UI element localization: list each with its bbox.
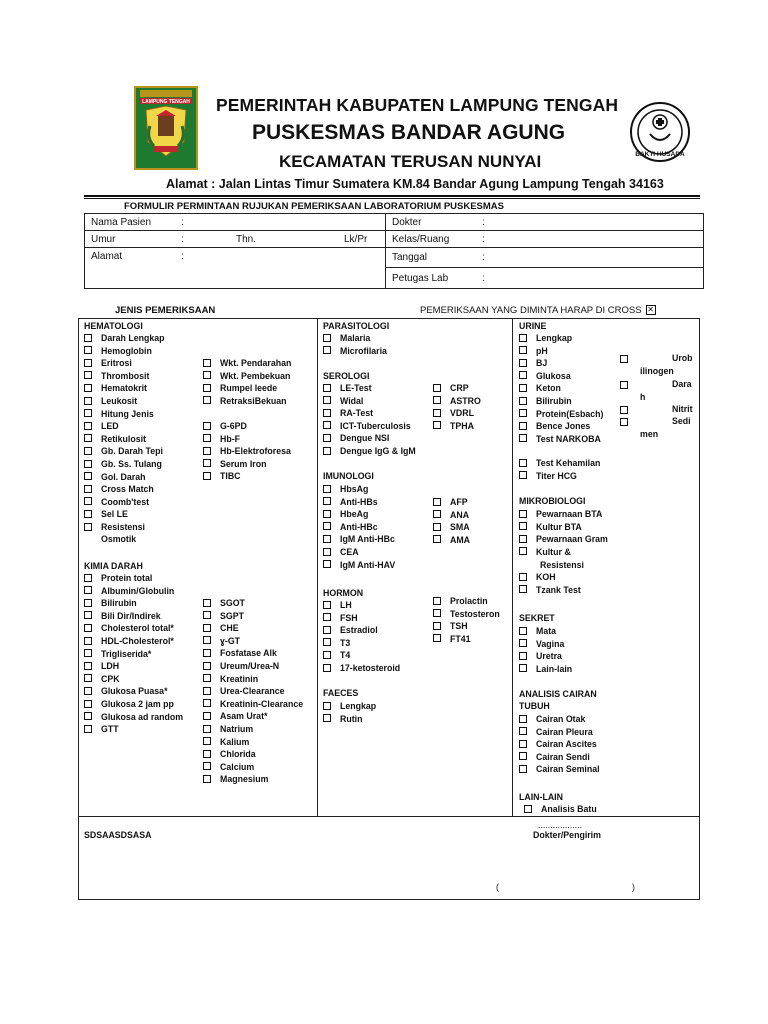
- checkbox-icon[interactable]: [519, 715, 527, 723]
- checkbox-icon[interactable]: [203, 371, 211, 379]
- mikro-extra-resistensi: Resistensi: [540, 560, 585, 570]
- checkbox-icon[interactable]: [519, 397, 527, 405]
- imunologi_a-item-cea[interactable]: CEA: [323, 547, 359, 557]
- checkbox-icon[interactable]: [519, 585, 527, 593]
- hematologi_b-item-wkt-pendarahan[interactable]: Wkt. Pendarahan: [203, 358, 291, 368]
- form-title: FORMULIR PERMINTAAN RUJUKAN PEMERIKSAAN LABORATORIUM PUSKESMAS: [124, 201, 505, 212]
- kimia_a-item-glukosa-ad-random[interactable]: Glukosa ad random: [84, 712, 183, 722]
- checkbox-icon[interactable]: [519, 359, 527, 367]
- kimia_a-item-albumin-globulin[interactable]: Albumin/Globulin: [84, 586, 174, 596]
- checkbox-icon[interactable]: [84, 460, 92, 468]
- serologi_b-item-astro[interactable]: ASTRO: [433, 396, 481, 406]
- checkbox-icon[interactable]: [323, 613, 331, 621]
- checkbox-icon[interactable]: [203, 459, 211, 467]
- serologi_a-item-ict-tuberculosis[interactable]: ICT-Tuberculosis: [323, 421, 411, 431]
- checkbox-icon[interactable]: [84, 637, 92, 645]
- urine_a-item-bence-jones[interactable]: Bence Jones: [519, 421, 590, 431]
- section-urine: URINE: [519, 321, 547, 331]
- checkbox-icon[interactable]: [433, 510, 441, 518]
- mikro-item-pewarnaan-bta[interactable]: Pewarnaan BTA: [519, 509, 602, 519]
- checkbox-icon[interactable]: [323, 346, 331, 354]
- section-lain-lain: LAIN-LAIN: [519, 792, 563, 802]
- checkbox-icon[interactable]: [323, 535, 331, 543]
- checkbox-icon[interactable]: [203, 384, 211, 392]
- sekret-item-vagina[interactable]: Vagina: [519, 639, 564, 649]
- serologi_a-item-widal[interactable]: Widal: [323, 396, 363, 406]
- serologi_a-item-dengue-igg-igm[interactable]: Dengue IgG & IgM: [323, 446, 416, 456]
- checkbox-icon[interactable]: [203, 725, 211, 733]
- dokter-pengirim-label: Dokter/Pengirim: [533, 830, 601, 840]
- faeces-item-lengkap[interactable]: Lengkap: [323, 701, 376, 711]
- hematologi_a-item-hemoglobin[interactable]: Hemoglobin: [84, 346, 152, 356]
- hormon_a-item-t4[interactable]: T4: [323, 650, 350, 660]
- kimia_a-item-ldh[interactable]: LDH: [84, 661, 119, 671]
- column-divider-1: [317, 318, 318, 816]
- checkbox-icon[interactable]: [323, 510, 331, 518]
- signature-dots: ..................: [538, 820, 582, 830]
- hematologi_a-item-thrombosit[interactable]: Thrombosit: [84, 371, 149, 381]
- checkbox-icon[interactable]: [323, 421, 331, 429]
- checkbox-icon[interactable]: [323, 651, 331, 659]
- serologi_b-item-crp[interactable]: CRP: [433, 383, 469, 393]
- hematologi_c-item-hb-elektroforesa[interactable]: Hb-Elektroforesa: [203, 446, 291, 456]
- cairan-item-cairan-pleura[interactable]: Cairan Pleura: [519, 727, 593, 737]
- checkbox-icon[interactable]: [203, 624, 211, 632]
- section-parasitologi: PARASITOLOGI: [323, 321, 390, 331]
- parasitologi-item-malaria[interactable]: Malaria: [323, 333, 370, 343]
- cross-box-icon: ✕: [647, 305, 654, 315]
- checkbox-icon[interactable]: [203, 472, 211, 480]
- checkbox-icon[interactable]: [84, 624, 92, 632]
- checkbox-icon[interactable]: [84, 384, 92, 392]
- checkbox-icon[interactable]: [84, 712, 92, 720]
- checkbox-icon[interactable]: [433, 535, 441, 543]
- urine-side-checkbox-icon[interactable]: [620, 355, 628, 363]
- checkbox-icon[interactable]: [84, 472, 92, 480]
- kimia_b-item-kalium[interactable]: Kalium: [203, 737, 249, 747]
- checkbox-icon[interactable]: [323, 334, 331, 342]
- kimia_b-item-fosfatase-alk[interactable]: Fosfatase Alk: [203, 648, 277, 658]
- section-faeces: FAECES: [323, 688, 359, 698]
- checkbox-icon[interactable]: [433, 421, 441, 429]
- checkbox-icon[interactable]: [323, 664, 331, 672]
- checkbox-icon[interactable]: [84, 371, 92, 379]
- hormon_a-item-lh[interactable]: LH: [323, 600, 352, 610]
- checkbox-icon[interactable]: [203, 674, 211, 682]
- kimia_b-item-chlorida[interactable]: Chlorida: [203, 749, 256, 759]
- sekret-item-lain-lain[interactable]: Lain-lain: [519, 664, 572, 674]
- exam-list-box: [78, 318, 700, 900]
- checkbox-icon[interactable]: [433, 409, 441, 417]
- checkbox-icon[interactable]: [84, 574, 92, 582]
- kimia_b-item-magnesium[interactable]: Magnesium: [203, 774, 268, 784]
- hematologi_a-item-darah-lengkap[interactable]: Darah Lengkap: [84, 333, 165, 343]
- hematologi_c-item-g-6pd[interactable]: G-6PD: [203, 421, 247, 431]
- cross-instruction: PEMERIKSAAN YANG DIMINTA HARAP DI CROSS ✕: [420, 305, 654, 316]
- checkbox-icon[interactable]: [84, 397, 92, 405]
- checkbox-icon[interactable]: [519, 510, 527, 518]
- urine-side-ilinogen: ilinogen: [640, 366, 674, 376]
- checkbox-icon[interactable]: [84, 649, 92, 657]
- kimia_b-item-gt[interactable]: ɣ-GT: [203, 636, 240, 646]
- checkbox-icon[interactable]: [84, 611, 92, 619]
- checkbox-icon[interactable]: [203, 662, 211, 670]
- imunologi_b-item-sma[interactable]: SMA: [433, 522, 470, 532]
- checkbox-icon[interactable]: [519, 522, 527, 530]
- header-puskesmas: PUSKESMAS BANDAR AGUNG: [252, 121, 566, 144]
- mikro-item-kultur-bta[interactable]: Kultur BTA: [519, 522, 582, 532]
- cairan-item-cairan-otak[interactable]: Cairan Otak: [519, 714, 585, 724]
- logo-right-text: BAKTI HUSADA: [635, 151, 685, 158]
- checkbox-icon[interactable]: [84, 485, 92, 493]
- checkbox-icon[interactable]: [203, 699, 211, 707]
- checkbox-icon[interactable]: [519, 535, 527, 543]
- hormon_a-item-estradiol[interactable]: Estradiol: [323, 625, 378, 635]
- footer-note: SDSAASDSASA: [84, 830, 152, 840]
- kimia_b-item-asam-urat[interactable]: Asam Urat*: [203, 711, 267, 721]
- checkbox-icon[interactable]: [519, 459, 527, 467]
- cairan-item-cairan-ascites[interactable]: Cairan Ascites: [519, 739, 597, 749]
- hormon_a-item-t3[interactable]: T3: [323, 638, 350, 648]
- alamat-field[interactable]: Alamat :: [85, 248, 386, 289]
- checkbox-icon[interactable]: [84, 359, 92, 367]
- checkbox-icon[interactable]: [323, 485, 331, 493]
- parasitologi-item-microfilaria[interactable]: Microfilaria: [323, 346, 387, 356]
- checkbox-icon[interactable]: [203, 712, 211, 720]
- hematologi_c-item-serum-iron[interactable]: Serum Iron: [203, 459, 266, 469]
- section-kimia-darah: KIMIA DARAH: [84, 561, 143, 571]
- checkbox-icon[interactable]: [203, 422, 211, 430]
- footer-divider: [78, 816, 700, 817]
- hematologi_a-item-gb-darah-tepi[interactable]: Gb. Darah Tepi: [84, 446, 163, 456]
- checkbox-icon[interactable]: [323, 434, 331, 442]
- checkbox-icon[interactable]: [84, 586, 92, 594]
- header-rule-thin: [84, 198, 700, 199]
- section-mikrobiologi: MIKROBIOLOGI: [519, 496, 586, 506]
- hematologi_a-item-cross-match[interactable]: Cross Match: [84, 484, 154, 494]
- dokter-field[interactable]: Dokter :: [386, 214, 704, 231]
- section-imunologi: IMUNOLOGI: [323, 471, 374, 481]
- urine_a-item-protein-esbach[interactable]: Protein(Esbach): [519, 409, 603, 419]
- header-government: PEMERINTAH KABUPATEN LAMPUNG TENGAH: [216, 95, 619, 115]
- kimia_a-item-gtt[interactable]: GTT: [84, 724, 119, 734]
- checkbox-icon[interactable]: [203, 750, 211, 758]
- urine-side-checkbox-icon[interactable]: [620, 406, 628, 414]
- hormon_a-item-fsh[interactable]: FSH: [323, 613, 358, 623]
- urine-side-dara: Dara: [672, 379, 692, 389]
- imunologi_a-item-igm-anti-hbc[interactable]: IgM Anti-HBc: [323, 534, 395, 544]
- section-analisis-cairan: ANALISIS CAIRAN: [519, 689, 597, 699]
- section-serologi: SEROLOGI: [323, 371, 370, 381]
- hormon_b-item-ft41[interactable]: FT41: [433, 634, 471, 644]
- header-kecamatan: KECAMATAN TERUSAN NUNYAI: [279, 152, 542, 171]
- checkbox-icon[interactable]: [433, 609, 441, 617]
- checkbox-icon[interactable]: [519, 752, 527, 760]
- hematologi_b-item-wkt-pembekuan[interactable]: Wkt. Pembekuan: [203, 371, 290, 381]
- kimia_a-item-bili-dir-indirek[interactable]: Bili Dir/Indirek: [84, 611, 161, 621]
- column-divider-2: [512, 318, 513, 816]
- faeces-item-rutin[interactable]: Rutin: [323, 714, 362, 724]
- kimia_b-item-ureum-urea-n[interactable]: Ureum/Urea-N: [203, 661, 279, 671]
- kimia_b-item-calcium[interactable]: Calcium: [203, 762, 254, 772]
- urine_a-item-test-narkoba[interactable]: Test NARKOBA: [519, 434, 601, 444]
- section-sekret: SEKRET: [519, 613, 555, 623]
- urine_a-item-glukosa[interactable]: Glukosa: [519, 371, 571, 381]
- checkbox-icon[interactable]: [323, 497, 331, 505]
- kelas-ruang-field[interactable]: Kelas/Ruang :: [386, 231, 704, 248]
- checkbox-icon[interactable]: [433, 597, 441, 605]
- checkbox-icon[interactable]: [203, 649, 211, 657]
- serologi_a-item-le-test[interactable]: LE-Test: [323, 383, 372, 393]
- checkbox-icon[interactable]: [323, 447, 331, 455]
- kimia_b-item-kreatinin-clearance[interactable]: Kreatinin-Clearance: [203, 699, 303, 709]
- hematologi_c-item-hb-f[interactable]: Hb-F: [203, 434, 240, 444]
- petugas-lab-field[interactable]: Petugas Lab :: [386, 268, 704, 289]
- hematologi_a-item-resistensi[interactable]: Resistensi: [84, 522, 145, 532]
- checkbox-icon[interactable]: [203, 396, 211, 404]
- mikro-item-pewarnaan-gram[interactable]: Pewarnaan Gram: [519, 534, 608, 544]
- urine-side-sedi: Sedi: [672, 416, 691, 426]
- header-address: Alamat : Jalan Lintas Timur Sumatera KM.84 Bandar Agung Lampung Tengah 34163: [166, 177, 664, 191]
- checkbox-icon[interactable]: [519, 664, 527, 672]
- kimia_a-item-glukosa-2-jam-pp[interactable]: Glukosa 2 jam pp: [84, 699, 174, 709]
- checkbox-icon[interactable]: [323, 702, 331, 710]
- checkbox-icon[interactable]: [203, 636, 211, 644]
- umur-field[interactable]: Umur : Thn. Lk/Pr: [85, 231, 386, 248]
- cairan-item-cairan-sendi[interactable]: Cairan Sendi: [519, 752, 590, 762]
- kimia_a-item-cpk[interactable]: CPK: [84, 674, 120, 684]
- hormon_a-item-17-ketosteroid[interactable]: 17-ketosteroid: [323, 663, 400, 673]
- checkbox-icon[interactable]: [203, 737, 211, 745]
- checkbox-icon[interactable]: [203, 611, 211, 619]
- checkbox-icon[interactable]: [519, 573, 527, 581]
- hematologi_a-item-eritrosi[interactable]: Eritrosi: [84, 358, 132, 368]
- hematologi_a-item-leukosit[interactable]: Leukosit: [84, 396, 137, 406]
- serologi_b-item-vdrl[interactable]: VDRL: [433, 408, 474, 418]
- checkbox-icon[interactable]: [519, 371, 527, 379]
- logo-left-text: LAMPUNG TENGAH: [142, 99, 190, 105]
- imunologi_a-item-igm-anti-hav[interactable]: IgM Anti-HAV: [323, 560, 395, 570]
- hormon_b-item-prolactin[interactable]: Prolactin: [433, 596, 488, 606]
- hematologi_a-item-hitung-jenis[interactable]: Hitung Jenis: [84, 409, 154, 419]
- urine-side-h: h: [640, 392, 646, 402]
- nama-pasien-field[interactable]: Nama Pasien :: [85, 214, 386, 231]
- checkbox-icon[interactable]: [519, 547, 527, 555]
- checkbox-icon[interactable]: [519, 409, 527, 417]
- kimia_b-item-natrium[interactable]: Natrium: [203, 724, 253, 734]
- imunologi_b-item-ama[interactable]: AMA: [433, 535, 470, 545]
- hematologi_a-item-hematokrit[interactable]: Hematokrit: [84, 383, 147, 393]
- checkbox-icon[interactable]: [323, 714, 331, 722]
- checkbox-icon[interactable]: [84, 674, 92, 682]
- kimia_b-item-sgpt[interactable]: SGPT: [203, 611, 244, 621]
- serologi_a-item-dengue-nsi[interactable]: Dengue NSI: [323, 433, 389, 443]
- kimia_a-item-glukosa-puasa[interactable]: Glukosa Puasa*: [84, 686, 168, 696]
- checkbox-icon[interactable]: [203, 447, 211, 455]
- hematologi-extra-osmotik: Osmotik: [101, 534, 137, 544]
- checkbox-icon[interactable]: [519, 471, 527, 479]
- checkbox-icon[interactable]: [519, 765, 527, 773]
- section-hematologi: HEMATOLOGI: [84, 321, 143, 331]
- checkbox-icon[interactable]: [84, 409, 92, 417]
- checkbox-icon[interactable]: [519, 627, 527, 635]
- kimia_a-item-cholesterol-total[interactable]: Cholesterol total*: [84, 623, 174, 633]
- checkbox-icon[interactable]: [84, 346, 92, 354]
- checkbox-icon[interactable]: [519, 384, 527, 392]
- checkbox-icon[interactable]: [203, 775, 211, 783]
- checkbox-icon[interactable]: [433, 523, 441, 531]
- kimia_a-item-protein-total[interactable]: Protein total: [84, 573, 152, 583]
- checkbox-icon[interactable]: [203, 599, 211, 607]
- urine-side-checkbox-icon[interactable]: [620, 418, 628, 426]
- urine_b-item-titer-hcg[interactable]: Titer HCG: [519, 471, 577, 481]
- checkbox-icon[interactable]: [323, 396, 331, 404]
- lampung-tengah-logo: [134, 86, 198, 170]
- kimia_a-item-hdl-cholesterol[interactable]: HDL-Cholesterol*: [84, 636, 174, 646]
- sekret-item-uretra[interactable]: Uretra: [519, 651, 562, 661]
- kimia_b-item-che[interactable]: CHE: [203, 623, 239, 633]
- urine_a-item-lengkap[interactable]: Lengkap: [519, 333, 572, 343]
- hematologi_a-item-gol-darah[interactable]: Gol. Darah: [84, 472, 145, 482]
- checkbox-icon[interactable]: [433, 396, 441, 404]
- checkbox-icon[interactable]: [84, 447, 92, 455]
- kimia_b-item-urea-clearance[interactable]: Urea-Clearance: [203, 686, 285, 696]
- urine-side-urob: Urob: [672, 353, 693, 363]
- hormon_b-item-testosteron[interactable]: Testosteron: [433, 609, 500, 619]
- urine_a-item-bilirubin[interactable]: Bilirubin: [519, 396, 572, 406]
- checkbox-icon[interactable]: [84, 497, 92, 505]
- imunologi_a-item-anti-hbc[interactable]: Anti-HBc: [323, 522, 378, 532]
- checkbox-icon[interactable]: [433, 622, 441, 630]
- imunologi_b-item-afp[interactable]: AFP: [433, 497, 468, 507]
- checkbox-icon[interactable]: [84, 334, 92, 342]
- checkbox-icon[interactable]: [323, 409, 331, 417]
- checkbox-icon[interactable]: [323, 638, 331, 646]
- checkbox-icon[interactable]: [519, 434, 527, 442]
- checkbox-icon[interactable]: [519, 639, 527, 647]
- checkbox-icon[interactable]: [519, 422, 527, 430]
- kimia_b-item-sgot[interactable]: SGOT: [203, 598, 245, 608]
- checkbox-icon[interactable]: [323, 548, 331, 556]
- checkbox-icon[interactable]: [519, 334, 527, 342]
- checkbox-icon[interactable]: [323, 560, 331, 568]
- hematologi_b-item-retraksibekuan[interactable]: RetraksiBekuan: [203, 396, 287, 406]
- checkbox-icon[interactable]: [519, 346, 527, 354]
- urine_a-item-keton[interactable]: Keton: [519, 383, 561, 393]
- patient-info-table: [84, 213, 704, 289]
- checkbox-icon[interactable]: [433, 634, 441, 642]
- imunologi_b-item-ana[interactable]: ANA: [433, 510, 469, 520]
- urine-side-checkbox-icon[interactable]: [620, 381, 628, 389]
- urine-side-men: men: [640, 429, 659, 439]
- checkbox-icon[interactable]: [323, 522, 331, 530]
- mikro_b-item-koh[interactable]: KOH: [519, 572, 556, 582]
- checkbox-icon[interactable]: [84, 510, 92, 518]
- signature-open-paren: (: [496, 882, 499, 892]
- lain-item-analisis-batu[interactable]: Analisis Batu: [524, 804, 597, 814]
- checkbox-icon[interactable]: [84, 662, 92, 670]
- checkbox-icon[interactable]: [203, 359, 211, 367]
- hematologi_c-item-tibc[interactable]: TIBC: [203, 471, 241, 481]
- hematologi_a-item-retikulosit[interactable]: Retikulosit: [84, 434, 146, 444]
- checkbox-icon[interactable]: [84, 687, 92, 695]
- serologi_a-item-ra-test[interactable]: RA-Test: [323, 408, 373, 418]
- kimia_a-item-trigliserida[interactable]: Trigliserida*: [84, 649, 151, 659]
- urine_b-item-test-kehamilan[interactable]: Test Kehamilan: [519, 458, 600, 468]
- hematologi_a-item-sel-le[interactable]: Sel LE: [84, 509, 128, 519]
- hematologi_a-item-gb-ss-tulang[interactable]: Gb. Ss. Tulang: [84, 459, 162, 469]
- hematologi_a-item-led[interactable]: LED: [84, 421, 119, 431]
- checkbox-icon[interactable]: [323, 626, 331, 634]
- jenis-pemeriksaan-label: JENIS PEMERIKSAAN: [115, 305, 216, 316]
- checkbox-icon[interactable]: [203, 687, 211, 695]
- hematologi_a-item-coomb-test[interactable]: Coomb'test: [84, 497, 149, 507]
- checkbox-icon[interactable]: [203, 762, 211, 770]
- checkbox-icon[interactable]: [84, 523, 92, 531]
- mikro-item-kultur[interactable]: Kultur &: [519, 547, 571, 557]
- checkbox-icon[interactable]: [524, 805, 532, 813]
- header-rule: [84, 195, 700, 197]
- checkbox-icon[interactable]: [84, 599, 92, 607]
- imunologi_a-item-anti-hbs[interactable]: Anti-HBs: [323, 497, 378, 507]
- checkbox-icon[interactable]: [323, 601, 331, 609]
- checkbox-icon[interactable]: [84, 700, 92, 708]
- section-hormon: HORMON: [323, 588, 364, 598]
- checkbox-icon[interactable]: [84, 434, 92, 442]
- checkbox-icon[interactable]: [84, 725, 92, 733]
- checkbox-icon[interactable]: [519, 652, 527, 660]
- hormon_b-item-tsh[interactable]: TSH: [433, 621, 468, 631]
- checkbox-icon[interactable]: [323, 384, 331, 392]
- sekret-item-mata[interactable]: Mata: [519, 626, 556, 636]
- mikro_b-item-tzank-test[interactable]: Tzank Test: [519, 585, 581, 595]
- checkbox-icon[interactable]: [433, 384, 441, 392]
- checkbox-icon[interactable]: [519, 727, 527, 735]
- urine-side-nitrit: Nitrit: [672, 404, 693, 414]
- checkbox-icon[interactable]: [433, 498, 441, 506]
- imunologi_a-item-hbsag[interactable]: HbsAg: [323, 484, 368, 494]
- checkbox-icon[interactable]: [519, 740, 527, 748]
- checkbox-icon[interactable]: [203, 434, 211, 442]
- hematologi_b-item-rumpel-leede[interactable]: Rumpel leede: [203, 383, 277, 393]
- imunologi_a-item-hbeag[interactable]: HbeAg: [323, 509, 368, 519]
- section-tubuh: TUBUH: [519, 701, 550, 711]
- urine_a-item-bj[interactable]: BJ: [519, 358, 547, 368]
- kimia_a-item-bilirubin[interactable]: Bilirubin: [84, 598, 137, 608]
- checkbox-icon[interactable]: [84, 422, 92, 430]
- signature-close-paren: ): [632, 882, 635, 892]
- tanggal-field[interactable]: Tanggal :: [386, 248, 704, 268]
- serologi_b-item-tpha[interactable]: TPHA: [433, 421, 474, 431]
- kimia_b-item-kreatinin[interactable]: Kreatinin: [203, 674, 258, 684]
- cairan-item-cairan-seminal[interactable]: Cairan Seminal: [519, 764, 600, 774]
- urine_a-item-ph[interactable]: pH: [519, 346, 548, 356]
